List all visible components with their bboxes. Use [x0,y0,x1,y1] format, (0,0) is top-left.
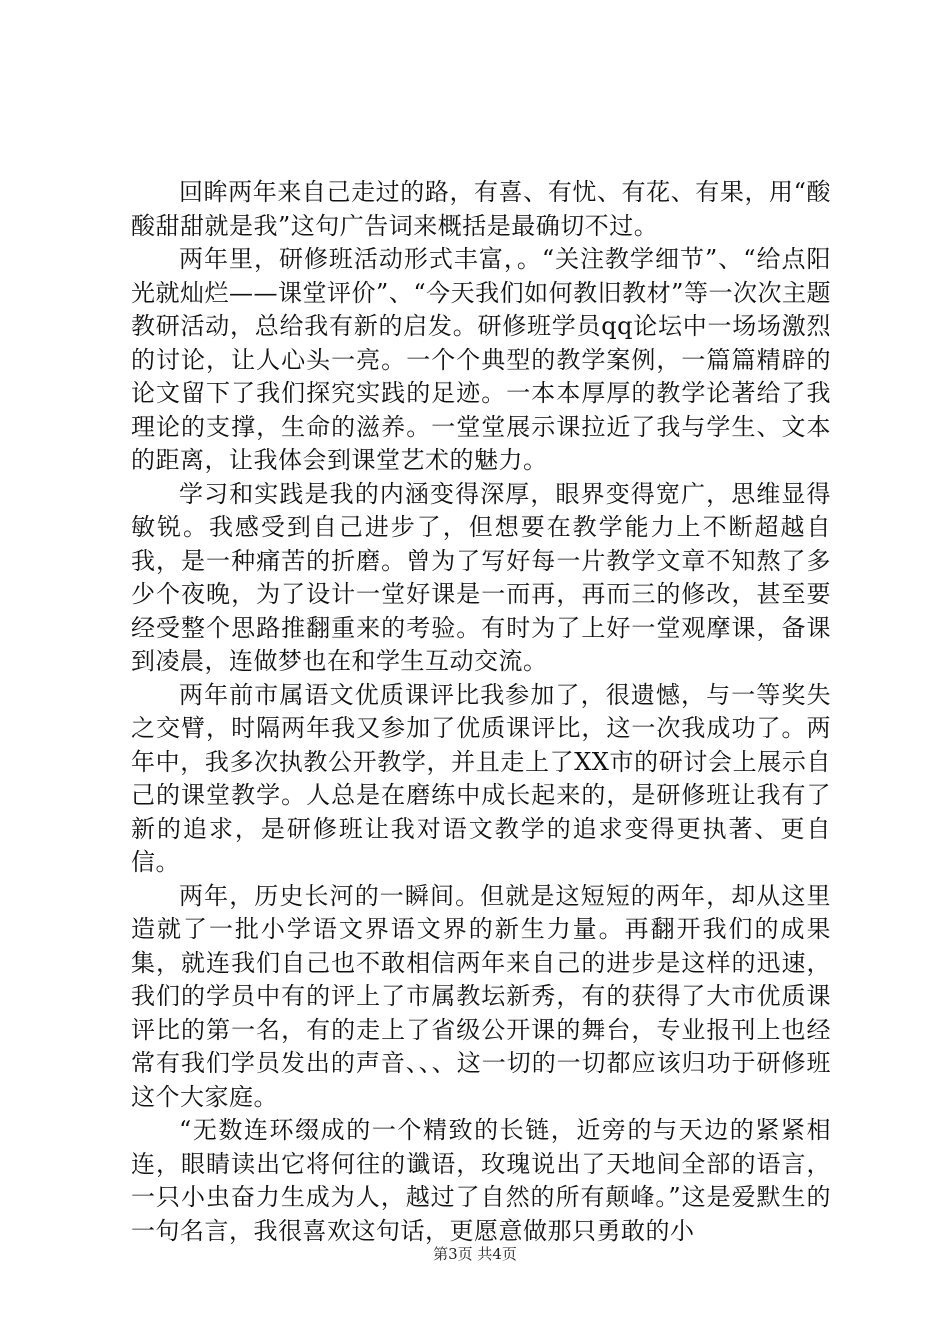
paragraph-1: 回眸两年来自己走过的路，有喜、有忧、有花、有果，用“酸酸甜甜就是我”这句广告词来概括是最确切不过。 [131,178,831,240]
page-footer: 第3页 共4页 [433,1245,517,1263]
paragraph-4: 两年前市属语文优质课评比我参加了，很遗憾，与一等奖失之交臂，时隔两年我又参加了优质课评比，这一次我成功了。两年中，我多次执教公开教学，并且走上了XX市的研讨会上展示自己的课堂教学。人总是在磨练中成长起来的，是研修班让我有了新的追求，是研修班让我对语文教学的追求变得更执著、更自信。 [131,680,831,876]
document-body [131,176,831,1248]
paragraph-6: “无数连环缀成的一个精致的长链，近旁的与天边的紧紧相连，眼睛读出它将何往的谶语，玫瑰说出了天地间全部的语言，一只小虫奋力生成为人，越过了自然的所有颠峰。”这是爱默生的一句名言，我很喜欢这句话，更愿意做那只勇敢的小 [131,1116,831,1245]
paragraph-5: 两年，历史长河的一瞬间。但就是这短短的两年，却从这里造就了一批小学语文界语文界的新生力量。再翻开我们的成果集，就连我们自己也不敢相信两年来自己的进步是这样的迅速，我们的学员中有的评上了市属教坛新秀，有的获得了大市优质课评比的第一名，有的走上了省级公开课的舞台，专业报刊上也经常有我们学员发出的声音、、、这一切的一切都应该归功于研修班这个大家庭。 [131,881,831,1111]
paragraph-2: 两年里，研修班活动形式丰富，。“关注教学细节”、“给点阳光就灿烂——课堂评价”、“今天我们如何教旧教材”等一次次主题教研活动，总给我有新的启发。研修班学员qq论坛中一场场激烈的讨论，让人心头一亮。一个个典型的教学案例，一篇篇精辟的论文留下了我们探究实践的足迹。一本本厚厚的教学论著给了我理论的支撑，生命的滋养。一堂堂展示课拉近了我与学生、文本的距离，让我体会到课堂艺术的魅力。 [131,245,831,474]
paragraph-3: 学习和实践是我的内涵变得深厚，眼界变得宽广，思维显得敏锐。我感受到自己进步了，但想要在教学能力上不断超越自我，是一种痛苦的折磨。曾为了写好每一片教学文章不知熬了多少个夜晚，为了设计一堂好课是一而再，再而三的修改，甚至要经受整个思路推翻重来的考验。有时为了上好一堂观摩课，备课到凌晨，连做梦也在和学生互动交流。 [131,479,831,675]
